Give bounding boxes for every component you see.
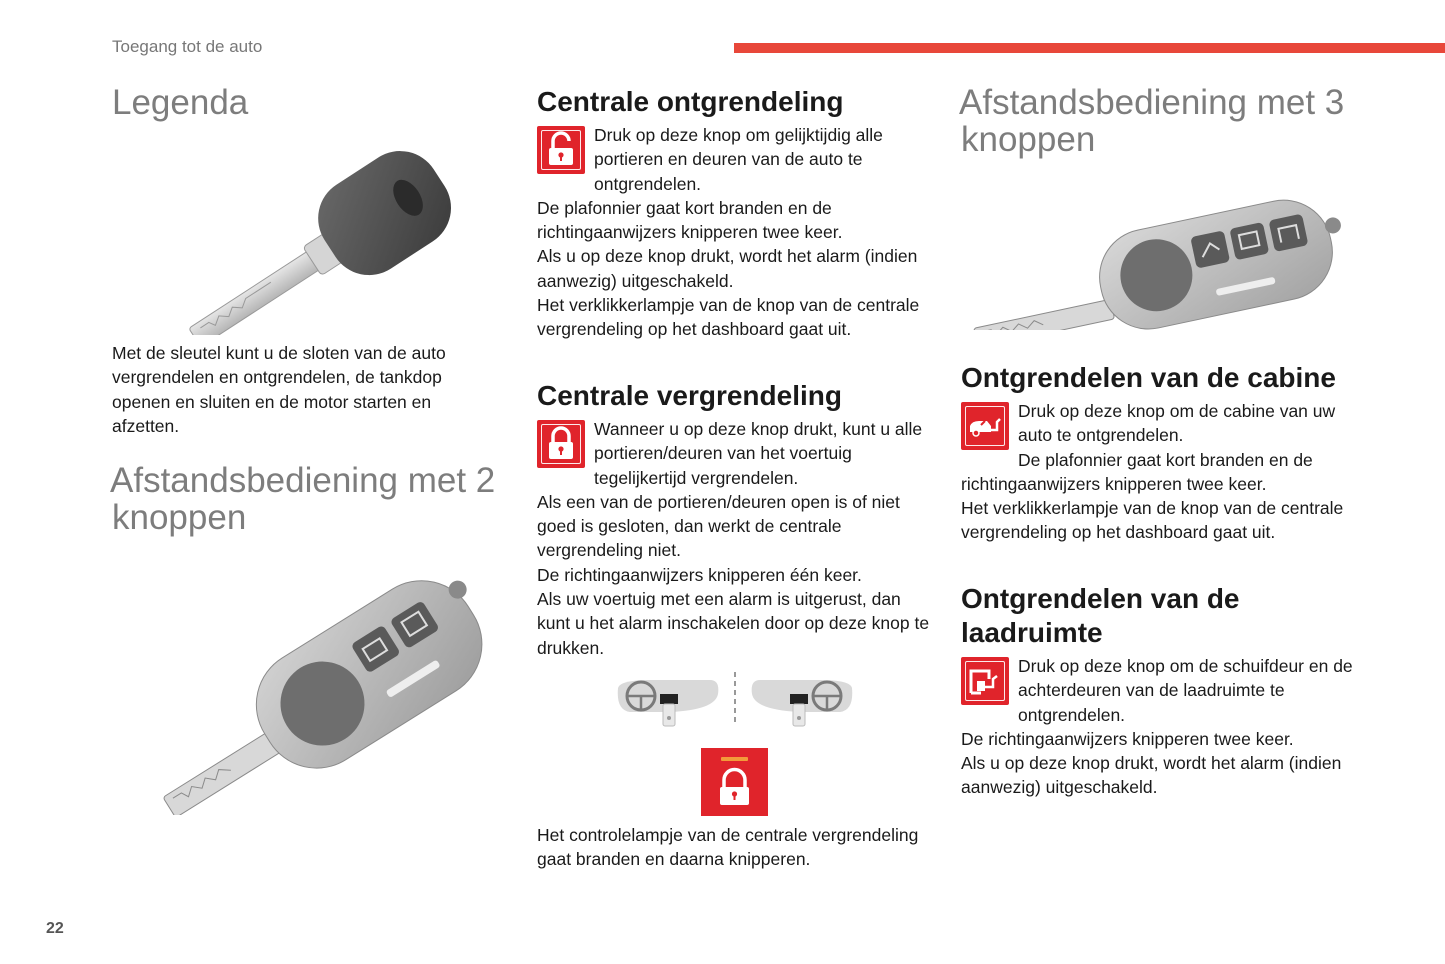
cargo-line-2: De richtingaanwijzers knipperen twee keer.: [961, 728, 1294, 749]
cabin-unlock-title: Ontgrendelen van de cabine: [961, 362, 1336, 393]
cabin-unlock-section: [961, 399, 1361, 545]
remote3-title-line1: Afstandsbediening met 3: [959, 83, 1345, 122]
central-lock-title: Centrale vergrendeling: [537, 380, 842, 411]
key-illustration: [160, 135, 470, 335]
cargo-line-1: Druk op deze knop om de schuifdeur en de achterdeuren van de laadruimte te ontgrendelen.: [1018, 656, 1353, 725]
unlock-line-3: Als u op deze knop drukt, wordt het alarm (indien aanwezig) uitgeschakeld.: [537, 246, 918, 291]
central-unlock-title: Centrale ontgrendeling: [537, 86, 844, 117]
central-lock-section: [537, 417, 937, 660]
remote3-title: [959, 84, 1344, 158]
cabin-line-2: De plafonnier gaat kort branden en de richtingaanwijzers knipperen twee keer.: [961, 449, 1313, 494]
running-head: Toegang tot de auto: [112, 37, 263, 56]
remote2-illustration: [115, 555, 485, 815]
cargo-unlock-title: [961, 582, 1240, 650]
legend-title: Legenda: [112, 83, 249, 122]
indicator-caption: Het controlelampje van de centrale vergrendeling gaat branden en daarna knipperen.: [537, 825, 919, 870]
remote2-title: [110, 462, 495, 536]
lock-line-1: Wanneer u op deze knop drukt, kunt u alle portieren/deuren van het voertuig tegelijkertijd vergrendelen.: [594, 419, 923, 488]
cabin-line-3: Het verklikkerlampje van de knop van de centrale vergrendeling op het dashboard gaat uit.: [961, 498, 1344, 543]
remote3-title-line2: knoppen: [961, 120, 1096, 159]
dashboard-indicator-illustration: [610, 668, 860, 818]
lock-line-2: Als een van de portieren/deuren open is of niet goed is gesloten, dan werkt de centrale vergrendeling niet.: [537, 491, 900, 561]
remote2-title-line2: knoppen: [112, 498, 247, 537]
cargo-title-line2: laadruimte: [961, 617, 1103, 648]
central-unlock-section: [537, 123, 937, 342]
key-description: Met de sleutel kunt u de sloten van de auto vergrendelen en ontgrendelen, de tankdop openen en sluiten en de motor starten en afzetten.: [112, 343, 446, 436]
unlock-line-4: Het verklikkerlampje van de knop van de centrale vergrendeling op het dashboard gaat uit.: [537, 295, 920, 340]
unlock-line-2: De plafonnier gaat kort branden en de richtingaanwijzers knipperen twee keer.: [537, 197, 843, 243]
remote2-title-line1: Afstandsbediening met 2: [110, 461, 496, 500]
cargo-unlock-icon: [961, 657, 1009, 705]
cabin-line-1: Druk op deze knop om de cabine van uw auto te ontgrendelen.: [1018, 401, 1336, 446]
cargo-unlock-section: [961, 654, 1361, 800]
cargo-title-line1: Ontgrendelen van de: [961, 583, 1240, 614]
cargo-line-3: Als u op deze knop drukt, wordt het alarm (indien aanwezig) uitgeschakeld.: [961, 753, 1342, 798]
padlock-open-icon: [537, 126, 585, 174]
unlock-line-1: Druk op deze knop om gelijktijdig alle portieren en deuren van de auto te ontgrendelen.: [594, 125, 883, 194]
cabin-unlock-icon: [961, 402, 1009, 450]
page-number: 22: [46, 920, 64, 937]
lock-line-4: Als uw voertuig met een alarm is uitgerust, dan kunt u het alarm inschakelen door op deze knop te drukken.: [537, 589, 930, 658]
remote3-illustration: [960, 190, 1350, 330]
accent-bar: [734, 43, 1445, 53]
lock-line-3: De richtingaanwijzers knipperen één keer.: [537, 564, 862, 585]
padlock-closed-icon: [537, 420, 585, 468]
